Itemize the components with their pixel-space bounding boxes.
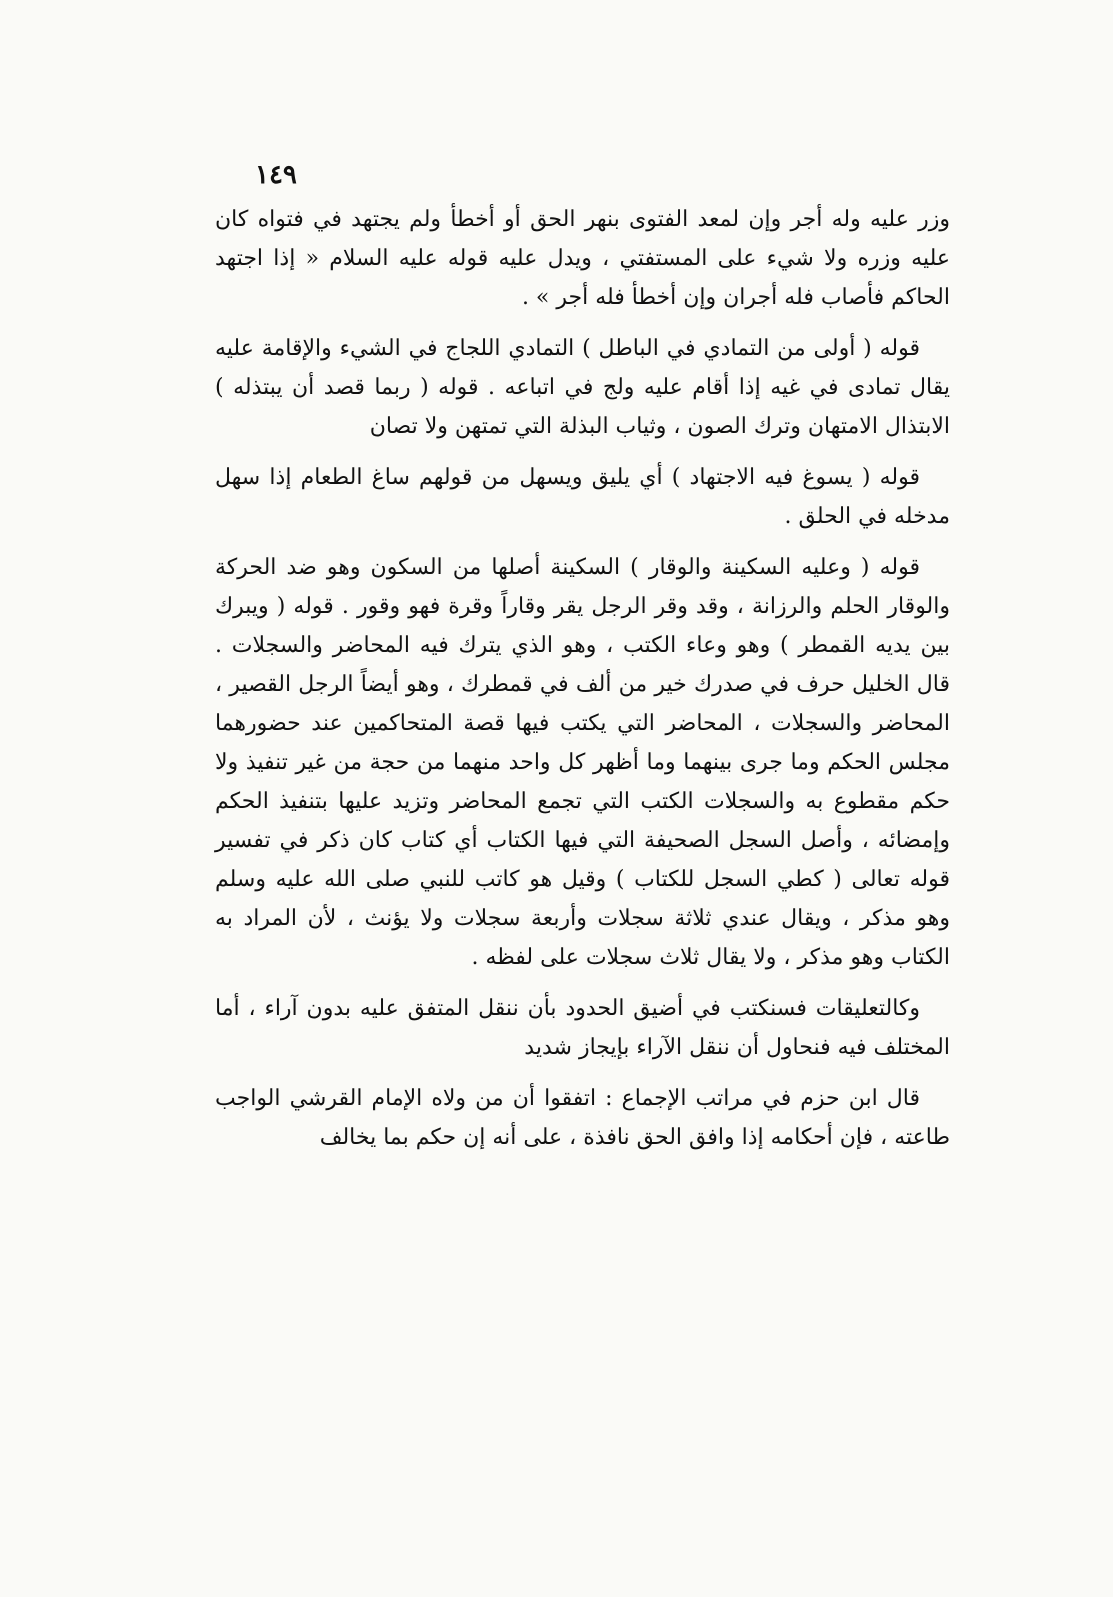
paragraph-6: قال ابن حزم في مراتب الإجماع : اتفقوا أن من ولاه الإمام القرشي الواجب طاعته ، فإن أحكامه إذا وافق الحق نافذة ، على أنه إن حكم بما يخالف	[215, 1086, 950, 1150]
paragraph-1: وزر عليه وله أجر وإن لمعد الفتوى بنهر الحق أو أخطأ ولم يجتهد في فتواه كان عليه وزره ولا شيء على المستفتي ، ويدل عليه قوله عليه السلام « إذا اجتهد الحاكم فأصاب فله أجران وإن أخطأ فله أجر » .	[215, 207, 950, 310]
text-body	[215, 200, 950, 1157]
paragraph-2: قوله ( أولى من التمادي في الباطل ) التمادي اللجاج في الشيء والإقامة عليه يقال تمادى في غيه إذا أقام عليه ولج في اتباعه . قوله ( ربما قصد أن يبتذله ) الابتذال الامتهان وترك الصون ، وثياب البذلة التي تمتهن ولا تصان	[215, 336, 950, 439]
page-number: ١٤٩	[255, 160, 297, 190]
paragraph-3: قوله ( يسوغ فيه الاجتهاد ) أي يليق ويسهل من قولهم ساغ الطعام إذا سهل مدخله في الحلق .	[215, 465, 950, 529]
paragraph-5: وكالتعليقات فسنكتب في أضيق الحدود بأن ننقل المتفق عليه بدون آراء ، أما المختلف فيه فنحاول أن ننقل الآراء بإيجاز شديد	[215, 996, 950, 1060]
paragraph-4: قوله ( وعليه السكينة والوقار ) السكينة أصلها من السكون وهو ضد الحركة والوقار الحلم والرزانة ، وقد وقر الرجل يقر وقاراً وقرة فهو وقور . قوله ( ويبرك بين يديه القمطر ) وهو وعاء الكتب ، وهو الذي يترك فيه المحاضر والسجلات . قال الخليل حرف في صدرك خير من ألف في قمطرك ، وهو أيضاً الرجل القصير ، المحاضر والسجلات ، المحاضر التي يكتب فيها قصة المتحاكمين عند حضورهما مجلس الحكم وما جرى بينهما وما أظهر كل واحد منهما من حجة من غير تنفيذ ولا حكم مقطوع به والسجلات الكتب التي تجمع المحاضر وتزيد عليها بتنفيذ الحكم وإمضائه ، وأصل السجل الصحيفة التي فيها الكتاب أي كتاب كان ذكر في تفسير قوله تعالى ( كطي السجل للكتاب ) وقيل هو كاتب للنبي صلى الله عليه وسلم وهو مذكر ، ويقال عندي ثلاثة سجلات وأربعة سجلات ولا يؤنث ، لأن المراد به الكتاب وهو مذكر ، ولا يقال ثلاث سجلات على لفظه .	[215, 555, 950, 970]
